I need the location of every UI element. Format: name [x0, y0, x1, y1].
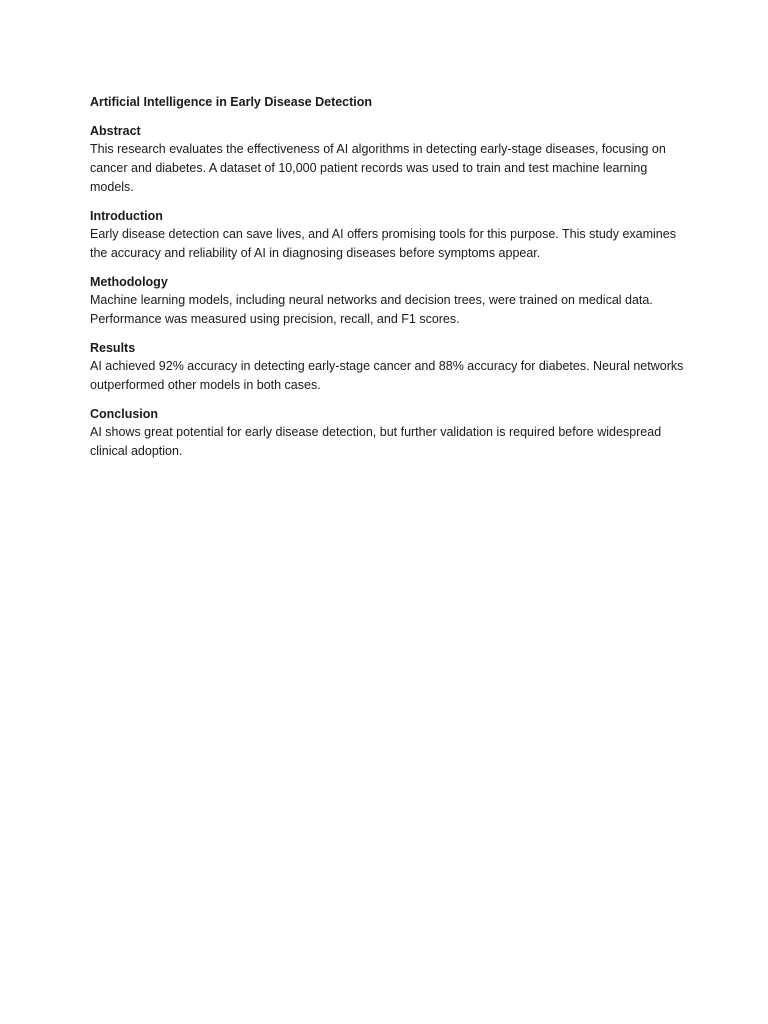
section-abstract [90, 122, 690, 197]
section-heading: Conclusion [90, 407, 159, 421]
section-heading: Methodology [90, 275, 168, 289]
section-body: AI shows great potential for early disease detection, but further validation is required before widespread clinical adoption. [90, 425, 662, 458]
section-body: This research evaluates the effectiveness of AI algorithms in detecting early-stage diseases, focusing on cancer and diabetes. A dataset of 10,000 patient records was used to train and test machine learning models. [90, 142, 666, 194]
section-body: Early disease detection can save lives, and AI offers promising tools for this purpose. This study examines the accuracy and reliability of AI in diagnosing diseases before symptoms appear. [90, 227, 676, 260]
document-title: Artificial Intelligence in Early Disease Detection [90, 95, 373, 109]
section-heading: Introduction [90, 209, 163, 223]
section-body: AI achieved 92% accuracy in detecting early-stage cancer and 88% accuracy for diabetes. Neural networks outperformed other models in both cases. [90, 359, 684, 392]
section-results [90, 339, 690, 395]
section-heading: Abstract [90, 124, 141, 138]
document-page [90, 93, 690, 471]
section-body: Machine learning models, including neural networks and decision trees, were trained on medical data. Performance was measured using precision, recall, and F1 scores. [90, 293, 653, 326]
section-conclusion [90, 405, 690, 461]
section-heading: Results [90, 341, 136, 355]
section-methodology [90, 273, 690, 329]
section-introduction [90, 207, 690, 263]
